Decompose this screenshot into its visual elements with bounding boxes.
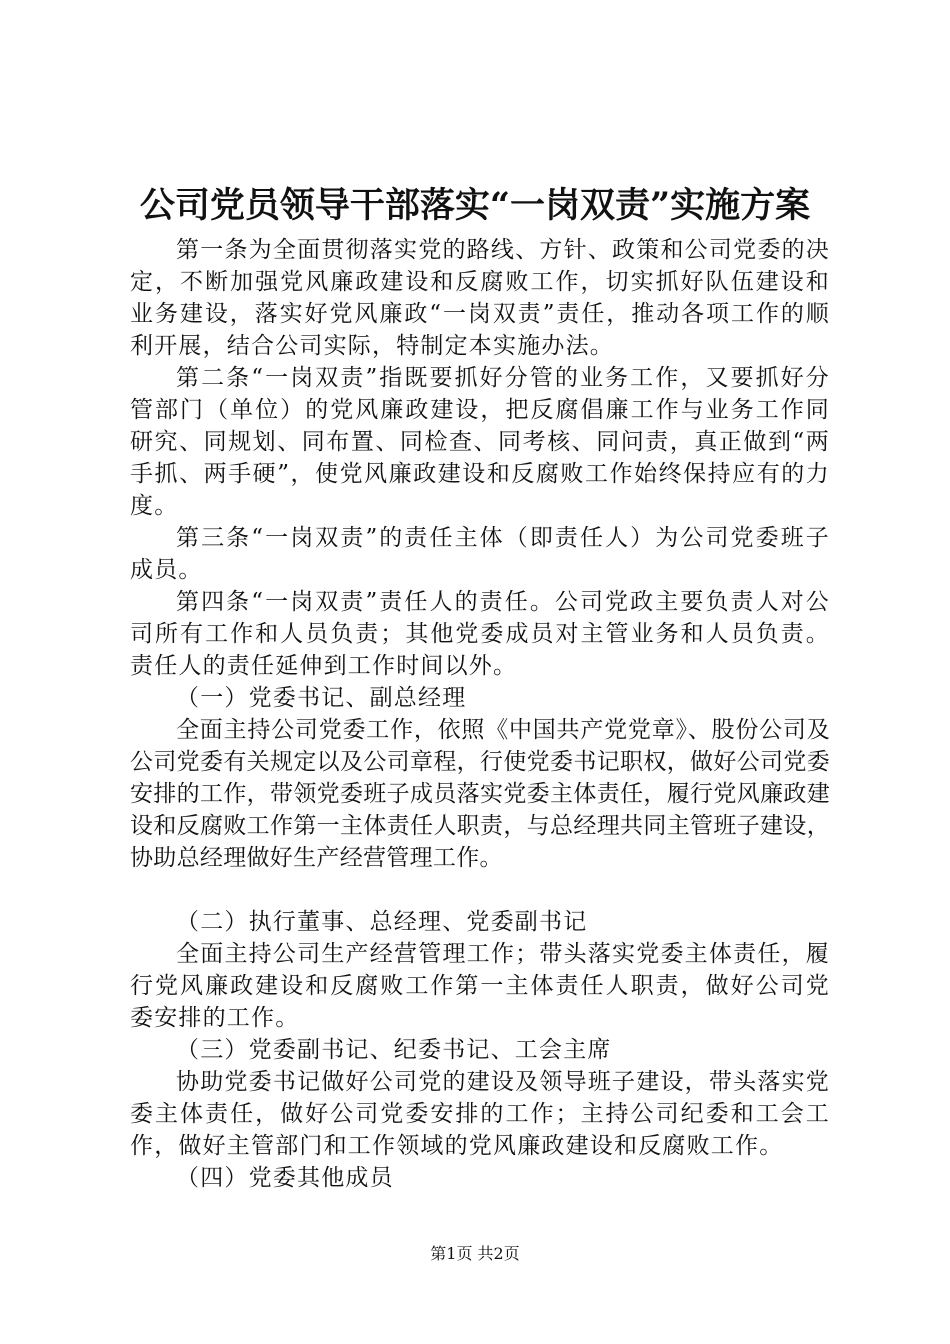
section-2-paragraph: 全面主持公司生产经营管理工作；带头落实党委主体责任，履行党风廉政建设和反腐败工作第一主体责任人职责，做好公司党委安排的工作。	[130, 941, 830, 1031]
document-body	[130, 234, 830, 1194]
article-1-paragraph: 第一条为全面贯彻落实党的路线、方针、政策和公司党委的决定，不断加强党风廉政建设和反腐败工作，切实抓好队伍建设和业务建设，落实好党风廉政“一岗双责”责任，推动各项工作的顺利开展，结合公司实际，特制定本实施办法。	[130, 237, 830, 359]
section-4-heading: （四）党委其他成员	[176, 1165, 394, 1191]
section-1-heading: （一）党委书记、副总经理	[176, 685, 467, 711]
page-footer: 第1页 共2页	[430, 1244, 520, 1263]
paragraph-gap	[130, 874, 830, 906]
article-4-paragraph: 第四条“一岗双责”责任人的责任。公司党政主要负责人对公司所有工作和人员负责；其他党委成员对主管业务和人员负责。责任人的责任延伸到工作时间以外。	[130, 589, 830, 679]
article-3-paragraph: 第三条“一岗双责”的责任主体（即责任人）为公司党委班子成员。	[130, 525, 830, 583]
document-title: 公司党员领导干部落实“一岗双责”实施方案	[139, 185, 811, 226]
section-3-heading: （三）党委副书记、纪委书记、工会主席	[176, 1037, 612, 1063]
section-3-paragraph: 协助党委书记做好公司党的建设及领导班子建设，带头落实党委主体责任，做好公司党委安排的工作；主持公司纪委和工会工作，做好主管部门和工作领域的党风廉政建设和反腐败工作。	[130, 1069, 830, 1159]
article-2-paragraph: 第二条“一岗双责”指既要抓好分管的业务工作，又要抓好分管部门（单位）的党风廉政建设，把反腐倡廉工作与业务工作同研究、同规划、同布置、同检查、同考核、同问责，真正做到“两手抓、两手硬”，使党风廉政建设和反腐败工作始终保持应有的力度。	[130, 365, 830, 519]
section-1-paragraph: 全面主持公司党委工作，依照《中国共产党党章》、股份公司及公司党委有关规定以及公司章程，行使党委书记职权，做好公司党委安排的工作，带领党委班子成员落实党委主体责任，履行党风廉政建设和反腐败工作第一主体责任人职责，与总经理共同主管班子建设，协助总经理做好生产经营管理工作。	[130, 717, 830, 871]
section-2-heading: （二）执行董事、总经理、党委副书记	[176, 909, 588, 935]
